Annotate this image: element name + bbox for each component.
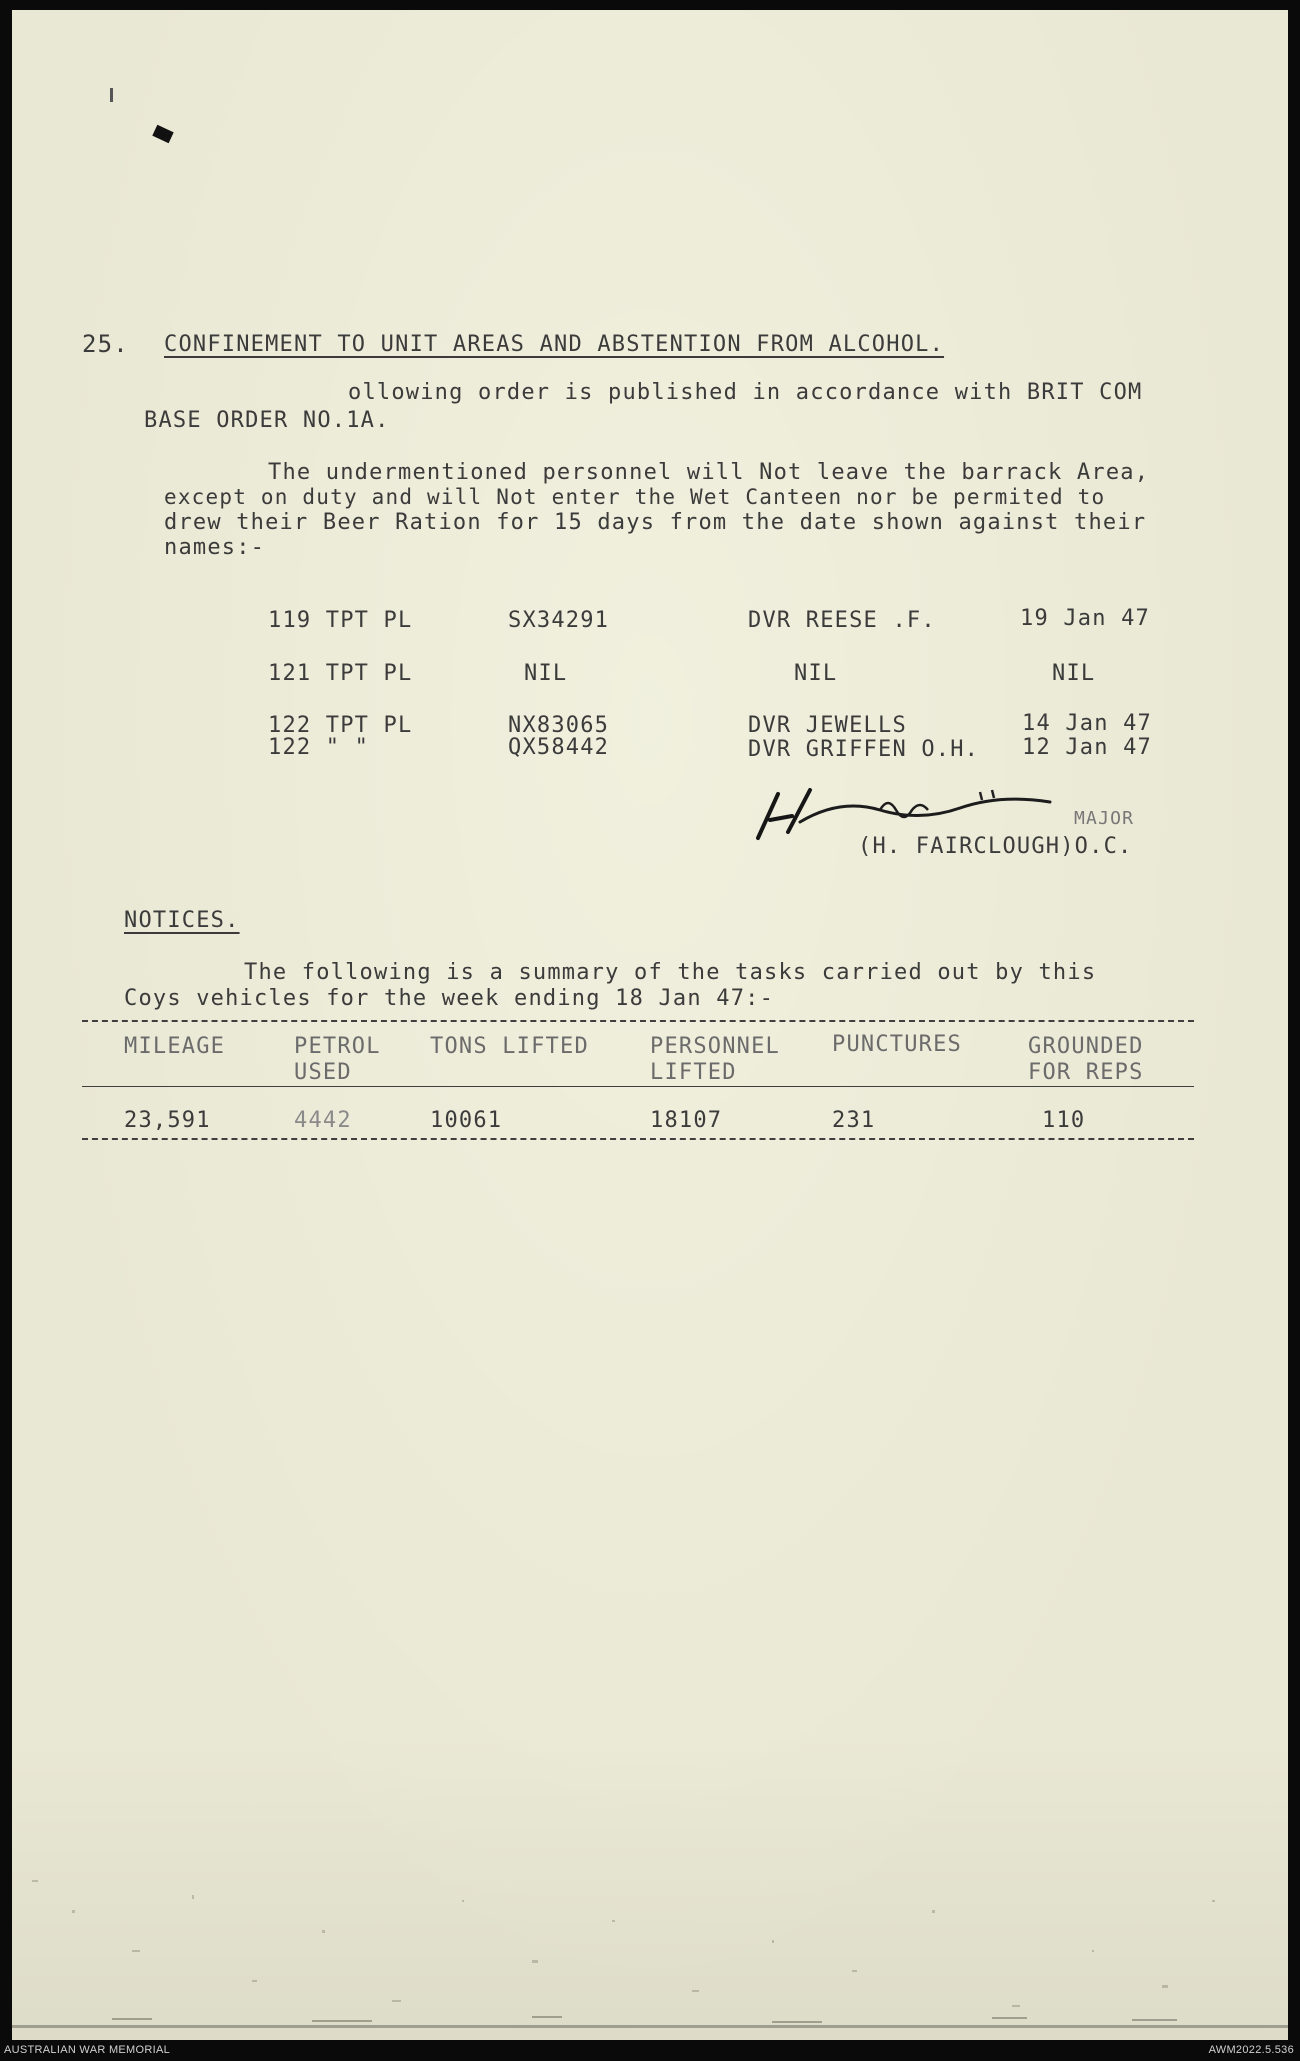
- personnel-unit: 121 TPT PL: [268, 661, 413, 686]
- para1-line2: BASE ORDER NO.1A.: [144, 408, 390, 433]
- personnel-number: NX83065: [508, 713, 610, 738]
- ink-mark: [152, 125, 173, 143]
- table-cell-mileage: 23,591: [124, 1108, 211, 1133]
- table-header-mileage: MILEAGE: [124, 1034, 226, 1059]
- footer-credit: AUSTRALIAN WAR MEMORIAL: [4, 2044, 171, 2056]
- personnel-name: DVR REESE .F.: [748, 608, 936, 633]
- section-heading: CONFINEMENT TO UNIT AREAS AND ABSTENTION FROM ALCOHOL.: [164, 332, 945, 357]
- personnel-date: 14 Jan 47: [1022, 711, 1153, 736]
- table-header-punctures: PUNCTURES: [832, 1032, 963, 1057]
- para2-line3: drew their Beer Ration for 15 days from the date shown against their: [164, 510, 1147, 535]
- personnel-unit: 122 " ": [268, 735, 370, 760]
- signature-name: (H. FAIRCLOUGH)O.C.: [858, 834, 1133, 859]
- personnel-date: 19 Jan 47: [1020, 606, 1151, 631]
- table-header-personnel: PERSONNEL: [650, 1034, 781, 1059]
- table-header-tons: TONS LIFTED: [430, 1034, 589, 1059]
- personnel-unit: 119 TPT PL: [268, 608, 413, 633]
- notices-line2: Coys vehicles for the week ending 18 Jan 47:-: [124, 986, 775, 1011]
- para2-line2: except on duty and will Not enter the Wet Canteen nor be permited to: [164, 485, 1106, 509]
- table-bottom-rule: [82, 1138, 1194, 1140]
- footer-reference: AWM2022.5.536: [1208, 2044, 1294, 2056]
- table-cell-grounded: 110: [1042, 1108, 1086, 1133]
- notices-heading: NOTICES.: [124, 908, 240, 933]
- signature-rank: MAJOR: [1074, 808, 1135, 829]
- personnel-number: QX58442: [508, 735, 610, 760]
- personnel-number: SX34291: [508, 608, 610, 633]
- personnel-date: NIL: [1052, 661, 1096, 686]
- table-header-grounded-line2: FOR REPS: [1028, 1060, 1144, 1085]
- personnel-unit: 122 TPT PL: [268, 713, 413, 738]
- personnel-name: DVR GRIFFEN O.H.: [748, 737, 980, 762]
- para2-line4: names:-: [164, 535, 266, 560]
- table-header-personnel-line2: LIFTED: [650, 1060, 737, 1085]
- personnel-name: NIL: [794, 661, 838, 686]
- notices-line1: The following is a summary of the tasks carried out by this: [244, 960, 1097, 985]
- table-cell-personnel: 18107: [650, 1108, 723, 1133]
- ink-mark: [110, 88, 113, 102]
- section-number: 25.: [82, 330, 129, 358]
- table-cell-punctures: 231: [832, 1108, 876, 1133]
- para2-line1: The undermentioned personnel will Not leave the barrack Area,: [268, 460, 1150, 485]
- table-header-grounded: GROUNDED: [1028, 1034, 1144, 1059]
- table-cell-tons: 10061: [430, 1108, 503, 1133]
- page-stain: [12, 1840, 1288, 2040]
- table-header-petrol-line2: USED: [294, 1060, 352, 1085]
- personnel-number: NIL: [524, 661, 568, 686]
- table-header-rule: [82, 1086, 1194, 1087]
- personnel-name: DVR JEWELLS: [748, 713, 907, 738]
- table-cell-petrol: 4442: [294, 1108, 352, 1133]
- table-top-rule: [82, 1020, 1194, 1022]
- personnel-date: 12 Jan 47: [1022, 735, 1153, 760]
- para1-line1: ollowing order is published in accordance with BRIT COM: [348, 380, 1143, 405]
- table-header-petrol: PETROL: [294, 1034, 381, 1059]
- document-page: [12, 10, 1288, 2040]
